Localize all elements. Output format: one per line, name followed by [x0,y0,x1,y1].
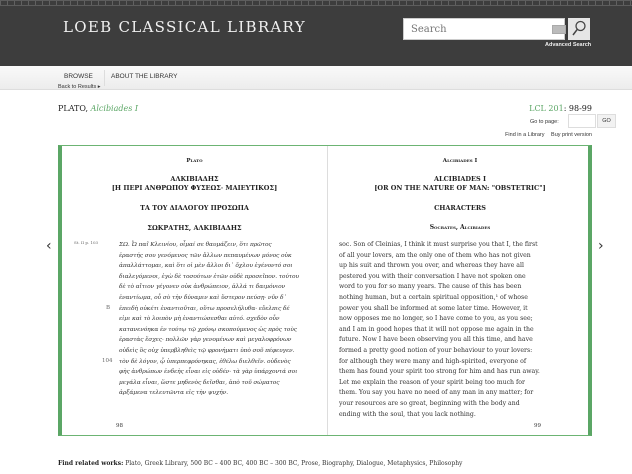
margin-letter-b: B [106,305,111,311]
text-line: κατανενόηκα ἐν τούτῳ τῷ χρόνῳ σκοπούμενος ὡς πρὸς τοὺς [119,326,297,333]
go-to-page-input[interactable] [568,114,596,128]
author-name: PLATO, [58,104,89,113]
text-line: for although they were many and high-spirited, everyone of [339,357,527,365]
work-title [58,104,138,113]
margin-number-104: 104 [102,358,113,364]
text-line: them. You say you have no need of any man in any matter; for [339,389,534,397]
text-line: διαλεγόμενοι, ἐγὼ δὲ τοσούτων ἐτῶν οὐδὲ προσεῖπον. τούτου [119,273,299,280]
text-line: δὲ τὸ αἴτιον γέγονεν οὐκ ἀνθρώπειον, ἀλλά τι δαιμόνιον [119,284,286,291]
english-page [328,146,592,435]
text-line: μεγάλα εἶναι, ὥστε μηδενὸς δεῖσθαι, ἀπὸ τοῦ σώματος [119,379,280,386]
text-line: ἀρξάμενα τελευτῶντα εἰς τὴν ψυχήν. [119,390,228,397]
related-label: Find related works: [58,460,124,467]
text-line: of all your lovers, am the only one of them who has not given [339,251,531,259]
back-to-results-link[interactable]: Back to Results ▸ [58,84,101,90]
text-line: nothing human, but a certain spiritual opposition,¹ of whose [339,293,528,301]
text-line: οὐδεὶς ὃς οὐχ ὑπερβληθεὶς τῷ φρονήματι ὑπὸ σοῦ πέφευγεν. [119,347,295,354]
text-line: soc. Son of Cleinias, I think it must surprise you that I, the first [339,241,538,248]
nav-browse[interactable]: BROWSE [64,73,93,80]
keyboard-icon[interactable] [552,25,566,34]
stephanus-ref: St. II p. 103 [74,240,99,245]
title-line-1: ALCIBIADES I [434,175,486,183]
characters-list: Socrates, Alcibiades [429,224,491,231]
text-line: ἐπειδὴ οὐκέτι ἐναντιοῦται, οὕτω προσελήλυθα· εὔελπις δέ [119,305,290,312]
page-number: 99 [534,423,541,429]
go-button[interactable]: GO [597,114,616,128]
volume-link[interactable]: LCL 201 [529,104,564,113]
find-in-library-link[interactable]: Find in a Library [505,132,545,138]
search-button[interactable] [568,18,590,40]
text-line: pestered you with their conversation I have not spoken one [339,272,526,280]
find-related-works [58,460,462,467]
purchase-links [500,132,592,138]
search-box[interactable] [403,18,565,40]
go-to-page-label: Go to page: [530,119,559,125]
text-line: your resources are so great, beginning with the body and [339,399,520,407]
title-line-2: [Η ΠΕΡΙ ΑΝΘΡΩΠΟΥ ΦΥΣΕΩΣ· ΜΑΙΕΥΤΙΚΟΣ] [111,184,278,192]
nav-divider [104,70,105,86]
page-range: : 98-99 [563,104,592,113]
running-head: Alcibiades I [442,158,478,164]
characters-heading: CHARACTERS [434,204,486,212]
text-line: formed a pretty good notion of your behaviour to your lovers: [339,346,533,354]
text-line: εἰμι καὶ τὸ λοιπὸν μὴ ἐναντιώσεσθαι αὐτό. σχεδὸν οὖν [119,316,280,323]
buy-print-version-link[interactable]: Buy print version [551,132,592,138]
greek-key-border [0,0,632,6]
search-input[interactable] [404,19,542,39]
english-text [339,240,584,420]
text-line: Let me explain the reason of your spirit being too much for [339,378,525,386]
text-line: ἐναντίωμα, οὗ σὺ τὴν δύναμιν καὶ ὕστερον πεύσῃ· νῦν δ᾽ [119,294,287,301]
text-line: ἐραστής σου γενόμενος τῶν ἄλλων πεπαυμένων μόνος οὐκ [119,252,292,259]
title-line-2: [OR ON THE NATURE OF MAN: "OBSTETRIC"] [374,184,546,192]
text-line: τὸν δὲ λόγον, ᾧ ὑπερπεφρόνηκας, ἐθέλω διελθεῖν. οὐδενὸς [119,358,291,365]
title-heading [328,175,592,193]
text-line: future. Now I have been observing you all this time, and have [339,336,533,344]
volume-reference [529,104,592,113]
work-name-link[interactable]: Alcibiades I [90,104,139,113]
site-logo[interactable]: LOEB CLASSICAL LIBRARY [63,18,306,36]
advanced-search-link[interactable]: Advanced Search [545,42,592,48]
next-page-arrow-icon[interactable]: › [598,238,604,254]
text-line: now opposes me no longer, so I have come to you, as you see; [339,315,533,323]
characters-heading: ΤΑ ΤΟΥ ΔΙΑΛΟΓΟΥ ΠΡΟΣΩΠΑ [140,204,249,212]
running-head: Plato [186,158,203,164]
text-line: and I am in good hopes that it will not oppose me again in the [339,325,534,333]
text-line: word to you for so many years. The cause of this has been [339,283,522,291]
book-reader [58,145,592,436]
text-line: φὴς ἀνθρώπων ἐνδεὴς εἶναι εἰς οὐδέν· τὰ γὰρ ὑπάρχοντά σοι [119,369,298,376]
text-line: power you shall be informed at some later time. However, it [339,304,528,312]
magnifier-icon [571,20,587,38]
text-line: ending with the soul, that you lack nothing. [339,410,476,418]
text-line: ΣΩ. Ὦ παῖ Κλεινίου, οἶμαί σε θαυμάζειν, ὅτι πρῶτος [119,242,272,248]
site-header [0,0,632,66]
title-line-1: ΑΛΚΙΒΙΑΔΗΣ [170,175,219,183]
greek-page [62,146,327,435]
text-line: ἐραστὰς ἔσχες· πολλῶν γὰρ γενομένων καὶ μεγαλοφρόνων [119,337,292,344]
previous-page-arrow-icon[interactable]: ‹ [46,238,52,254]
related-links[interactable]: Plato, Greek Library, 500 BC – 400 BC, 400 BC – 300 BC, Prose, Biography, Dialogue, Metaphysics, Philosophy [125,460,463,467]
text-line: ἀπαλλάττομαι, καὶ ὅτι οἱ μὲν ἄλλοι δι᾽ ὄχλου ἐγένοντό σοι [119,263,293,270]
page-number: 98 [116,423,123,429]
nav-about-the-library[interactable]: ABOUT THE LIBRARY [111,73,178,80]
greek-text [119,240,319,399]
text-line: them has found your spirit too strong for him and has run away. [339,368,540,376]
characters-list: ΣΩΚΡΑΤΗΣ, ΑΛΚΙΒΙΑΔΗΣ [147,224,242,232]
title-heading [62,175,327,193]
text-line: up his suit and thrown you over, and whereas they have all [339,262,524,270]
